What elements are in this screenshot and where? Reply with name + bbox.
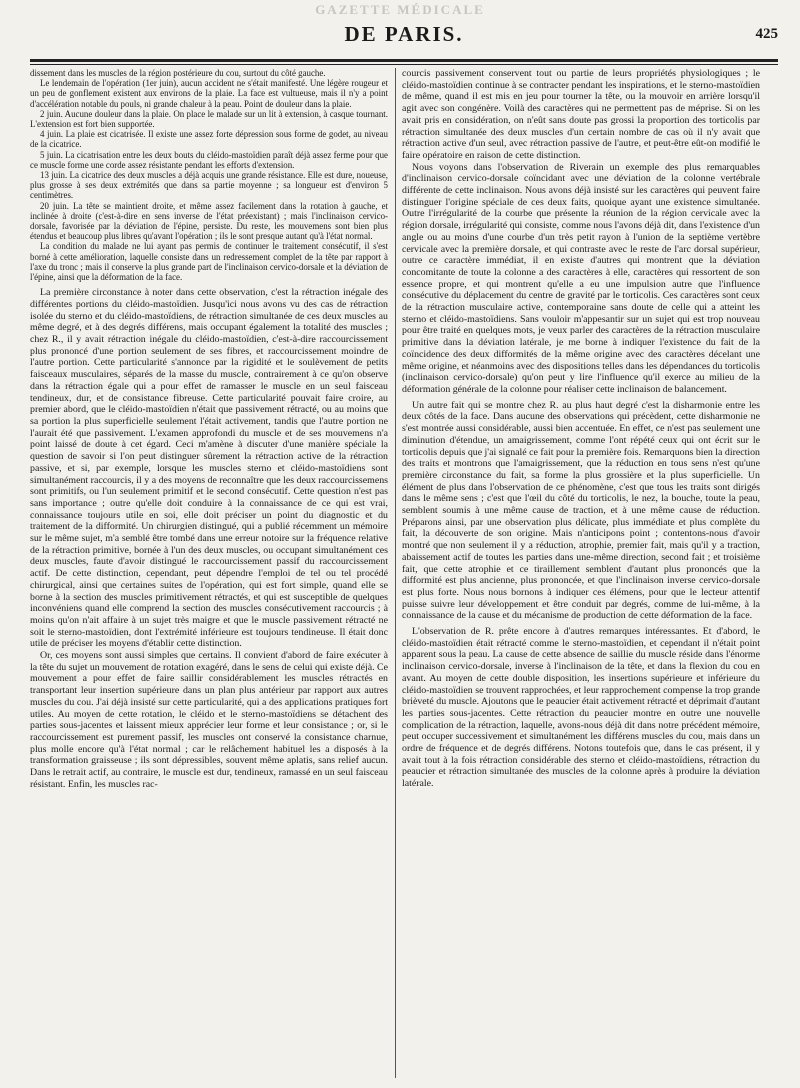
paragraph: Or, ces moyens sont aussi simples que certains. Il convient d'abord de faire exécuter à la tête du sujet un mouvement de rotation exagéré, dans le sens de celui qui existe déjà. Ce mouvement a pour effet de faire saillir considérablement les muscles rétractés en transportant leur insertion supérieure dans un plan plus antérieur par rapport aux autres muscles du cou. J'ai déjà insisté sur cette particularité, qui a des applications pratiques fort utiles. Au moyen de cette rotation, le cléido et le sterno-mastoïdiens se détachent des parties sous-jacentes et laissent mieux apprécier leur forme et leur consistance ; or, si le raccourcissement est purement passif, les muscles ont conservé la consistance charnue, plus molle encore qu'à l'état normal ; car le relâchement habituel les a disposés à la transformation graisseuse ; ils sont dépressibles, souvent même aplatis, sans relief aucun. Dans le retrait actif, au contraire, le muscle est dur, tendineux, ramassé en un seul faisceau résistant. Enfin, les muscles rac- [30,650,388,790]
paragraph: 2 juin. Aucune douleur dans la plaie. On place le malade sur un lit à extension, à casque tournant. L'extension est fort bien supportée. [30,108,388,130]
right-column [402,68,760,1078]
page-number: 425 [755,26,778,42]
page-header [30,20,778,60]
paragraph: La condition du malade ne lui ayant pas permis de continuer le traitement consécutif, il s'est borné à cette amélioration, laquelle consiste dans un redressement complet de la tête par rapport à l'axe du tronc ; mais il conserve la plus grande part de l'inclinaison cervico-dorsale et la déviation de l'épine, ainsi que la déformation de la face. [30,241,388,283]
paragraph: L'observation de R. prête encore à d'autres remarques intéressantes. Et d'abord, le cléido-mastoïdien était rétracté comme le sterno-mastoïdien, et cependant il n'était point apparent sous la peau. La cause de cette absence de saillie du muscle réside dans l'énorme inclinaison cervico-dorsale, inverse à l'inclinaison de la tête, et dans la flexion du cou en avant. Au moyen de cette double disposition, les insertions supérieure et inférieure du cléido-mastoïdien se trouvent rapprochées, et leur rapprochement compense la trop grande brièveté du muscle. Ajoutons que le peaucier était activement rétracté et déprimait d'autant les parties sous-jacentes. Cette rétraction du peaucier montre en outre une nouvelle complication de la rétraction, laquelle, avons-nous déjà dit dans notre précédent mémoire, peut occuper successivement et simultanément les différens muscles du cou, mais dans un ordre de fréquence et de degrés différens. Notons toutefois que, dans le cas présent, il y avait tout à la fois rétraction considérable des sterno et cléido-mastoïdiens, rétraction du peaucier et rétraction simultanée des muscles de la colonne après à produire la déviation latérale. [402,626,760,790]
page-title: DE PARIS. [344,22,464,46]
paragraph: Nous voyons dans l'observation de Riverain un exemple des plus remarquables d'inclinaison cervico-dorsale coïncidant avec une déviation de la colonne vertébrale différente de cette inclinaison. Nous avons déjà insisté sur les caractères qui peuvent faire distinguer l'origine spéciale de ces deux faits, quoique ayant une existence simultanée. Outre l'irrégularité de la courbe que présente la réunion de la région cervicale avec la région dorsale, irrégularité qui consiste, comme nous l'avons déjà dit, dans l'existence d'un angle ou au moins d'une courbe d'un très petit rayon à l'union de la septième vertèbre cervicale avec la première dorsale, et qui contraste avec le reste de l'arc dorsal supérieur, outre ce caractère immédiat, il en existe d'autres qui montrent que la déviation concomitante de toute la colonne a des caractères à elle, caractères qui ressortent de son essence propre, et qui montrent qu'elle a eu une impulsion autre que l'influence consécutive du déplacement du centre de gravité par le torticolis. Ces caractères sont ceux de la rétraction musculaire active, contemporaine sans doute de celle qui a atteint les sterno et cléido-mastoïdiens. Sans vouloir m'appesantir sur un sujet qui est trop nouveau pour être traité en quelques mots, je veux parler des caractères de la rétraction musculaire primitive dans la déviation latérale, je me borne à indiquer l'existence du fait de la coïncidence des deux difformités de la même origine avec des caractères décelant une même origine, et néanmoins avec des dispositions telles dans les dépendances du torticolis (inclinaison cervico-dorsale) qu'on peut y lire l'influence qu'il exerce au milieu de la déformation générale de la colonne pour réaliser cette inclinaison de balancement. [402,161,760,395]
paragraph: Un autre fait qui se montre chez R. au plus haut degré c'est la disharmonie entre les deux côtés de la face. Dans aucune des observations qui précèdent, cette disharmonie ne s'est montrée aussi considérable, aussi bien accentuée. En effet, ce n'est pas seulement une diminution d'étendue, un amaigrissement, comme l'ont répété ceux qui ont écrit sur le torticolis depuis que j'ai signalé ce fait pour la première fois. Remarquons bien la direction des traits et montrons que l'amaigrissement, que la réduction en tous sens n'est qu'une première circonstance du fait, sa forme la plus grossière et la plus superficielle. Un élément de plus dans l'observation de ce phénomène, c'est que tous les traits sont dirigés dans le même sens ; c'est que l'œil du côté du torticolis, le nez, la bouche, toute la peau, semblent soumis à une même cause de traction, et à une même cause de réduction. Préparons ainsi, par une observation plus délicate, plus immédiate et plus complète du fait, la découverte de son origine. Mais n'anticipons point ; contentons-nous d'avoir montré que non seulement il y a réduction, atrophie, premier fait, mais qu'il y a traction, abaissement actif de toutes les parties dans une-même direction, second fait ; et troisième fait, que cette atrophie et ce tiraillement semblent d'autant plus prononcés que la difformité est plus ancienne, plus prononcée, et que l'inclinaison inverse cervico-dorsale est plus forte. Nous nous bornons à indiquer ces élémens, pour que le lecteur attentif puisse suivre leur développement et être conduit par degrés, comme de lui-même, à la connaissance de la cause et du mécanisme de production de cette déformation de la face. [402,399,760,622]
paragraph: La première circonstance à noter dans cette observation, c'est la rétraction inégale des différentes portions du cléido-mastoïdien. Jusqu'ici nous avons vu des cas de rétraction isolée du sterno et du cléido-mastoïdiens, de rétraction simultanée de ces deux muscles au même degré, et à des degrés différens, mais occupant également la totalité des muscles ; chez R., il y avait rétraction inégale du cléido-mastoïdien, c'est-à-dire raccourcissement plus prononcé d'une portion seulement de ses fibres, et raccourcissement moindre de l'autre portion. Cette particularité s'annonce par la rigidité et le soulèvement de petits faisceaux musculaires, séparés de la masse du muscle, contrairement à ce qu'on observe dans la rétraction égale qui a pour effet de ramasser le muscle en un seul faisceau tendineux, dur, et de consistance fibreuse. Cette particularité pouvait faire croire, au premier abord, que le cléido-mastoïdien n'était que passivement rétracté, ou au moins que sa portion la plus superficielle seulement l'était activement, tandis que l'autre portion ne l'aurait été que passivement. L'examen approfondi du muscle et de ses mouvemens n'a point laissé de doute à cet égard. Ceci m'amène à discuter d'une manière spéciale la question de savoir si l'on peut distinguer sûrement la rétraction active de la rétraction passive, et si, par exemple, lorsque les muscles sterno et cléido-mastoïdiens sont simultanément raccourcis, il y a des moyens de reconnaître que les deux raccourcissemens sont primitifs, ou l'un seulement primitif et le second consécutif. Cette question n'est pas sans importance ; outre qu'elle doit conduire à la connaissance de ce qui est vrai, connaissance toujours utile en soi, elle doit préciser un point du diagnostic et du traitement de la difformité. Un chirurgien distingué, qui a publié récemment un mémoire sur le même sujet, m'a semblé être tombé dans une erreur notoire sur la fréquence relative de la rétraction primitive, bornée à l'un des deux muscles, ou occupant simultanément ces deux muscles, faute d'avoir distingué le raccourcissement passif du raccourcissement actif. De cette distinction, cependant, peut dépendre l'emploi de tel ou tel procédé chirurgical, ainsi que certaines suites de l'opération, qui est fort simple, quand elle se borne à la section des muscles primitivement rétractés, et qui est susceptible de quelques inconvéniens quand elle comprend la section des muscles consécutivement raccourcis ; à moins qu'on n'ait affaire à un sujet très maigre et que le muscle passivement rétracté ne soit le sterno-mastoïdien, dont l'extrémité inférieure est toujours tendineuse. Il était donc utile de préciser les moyens d'établir cette distinction. [30,287,388,650]
paragraph: dissement dans les muscles de la région postérieure du cou, surtout du côté gauche. [30,68,326,78]
paragraph: 4 juin. La plaie est cicatrisée. Il existe une assez forte dépression sous forme de godet, au niveau de la cicatrice. [30,129,388,150]
header-rule-thick [30,59,778,62]
left-column [30,68,388,1078]
bleed-through-masthead: GAZETTE MÉDICALE [315,2,485,17]
paragraph: 20 juin. La tête se maintient droite, et même assez facilement dans la rotation à gauche, et inclinée à droite (c'est-à-dire en sens inverse de l'état préexistant) ; mais l'inclinaison cervico-dorsale, favorisée par la déviation de l'épine, persiste. Du reste, les mouvemens sont bien plus étendus et beaucoup plus libres qu'avant l'opération ; ils le sont presque autant qu'à l'état normal. [30,200,388,242]
paragraph: 13 juin. La cicatrice des deux muscles a déjà acquis une grande résistance. Elle est dure, noueuse, plus grosse à ses deux extrémités que dans sa partie moyenne ; sa longueur est d'environ 5 centimètres. [30,170,388,201]
paragraph: courcis passivement conservent tout ou partie de leurs propriétés physiologiques ; le cléido-mastoïdien continue à se contracter pendant les inspirations, et le sterno-mastoïdien de même, quand il est mis en jeu pour tourner la tête, ou la mouvoir en arrière lorsqu'il agit avec son congénère. Voilà des caractères qui ne permettent pas de méprise. Si on les avait pris en considération, on n'eût sans doute pas grossi la proportion des torticolis par rétraction simultanée des deux muscles d'un certain nombre de cas où il n'y avait que rétraction active d'un seul, avec rétraction passive de l'autre, et peut-être eût-on modifié le faire opératoire en raison de cette distinction. [402,68,760,161]
paragraph: 5 juin. La cicatrisation entre les deux bouts du cléido-mastoïdien paraît déjà assez ferme pour que ce muscle forme une corde assez résistante pendant les efforts d'extension. [30,149,388,170]
paragraph: Le lendemain de l'opération (1er juin), aucun accident ne s'était manifesté. Une légère rougeur et un peu de gonflement existent aux environs de la plaie. La face est vultueuse, mais il n'y a point d'accélération notable du pouls, ni grande chaleur à la peau. Point de douleur dans la plaie. [30,78,388,109]
header-rule-thin [30,64,778,65]
column-divider [395,68,396,1078]
